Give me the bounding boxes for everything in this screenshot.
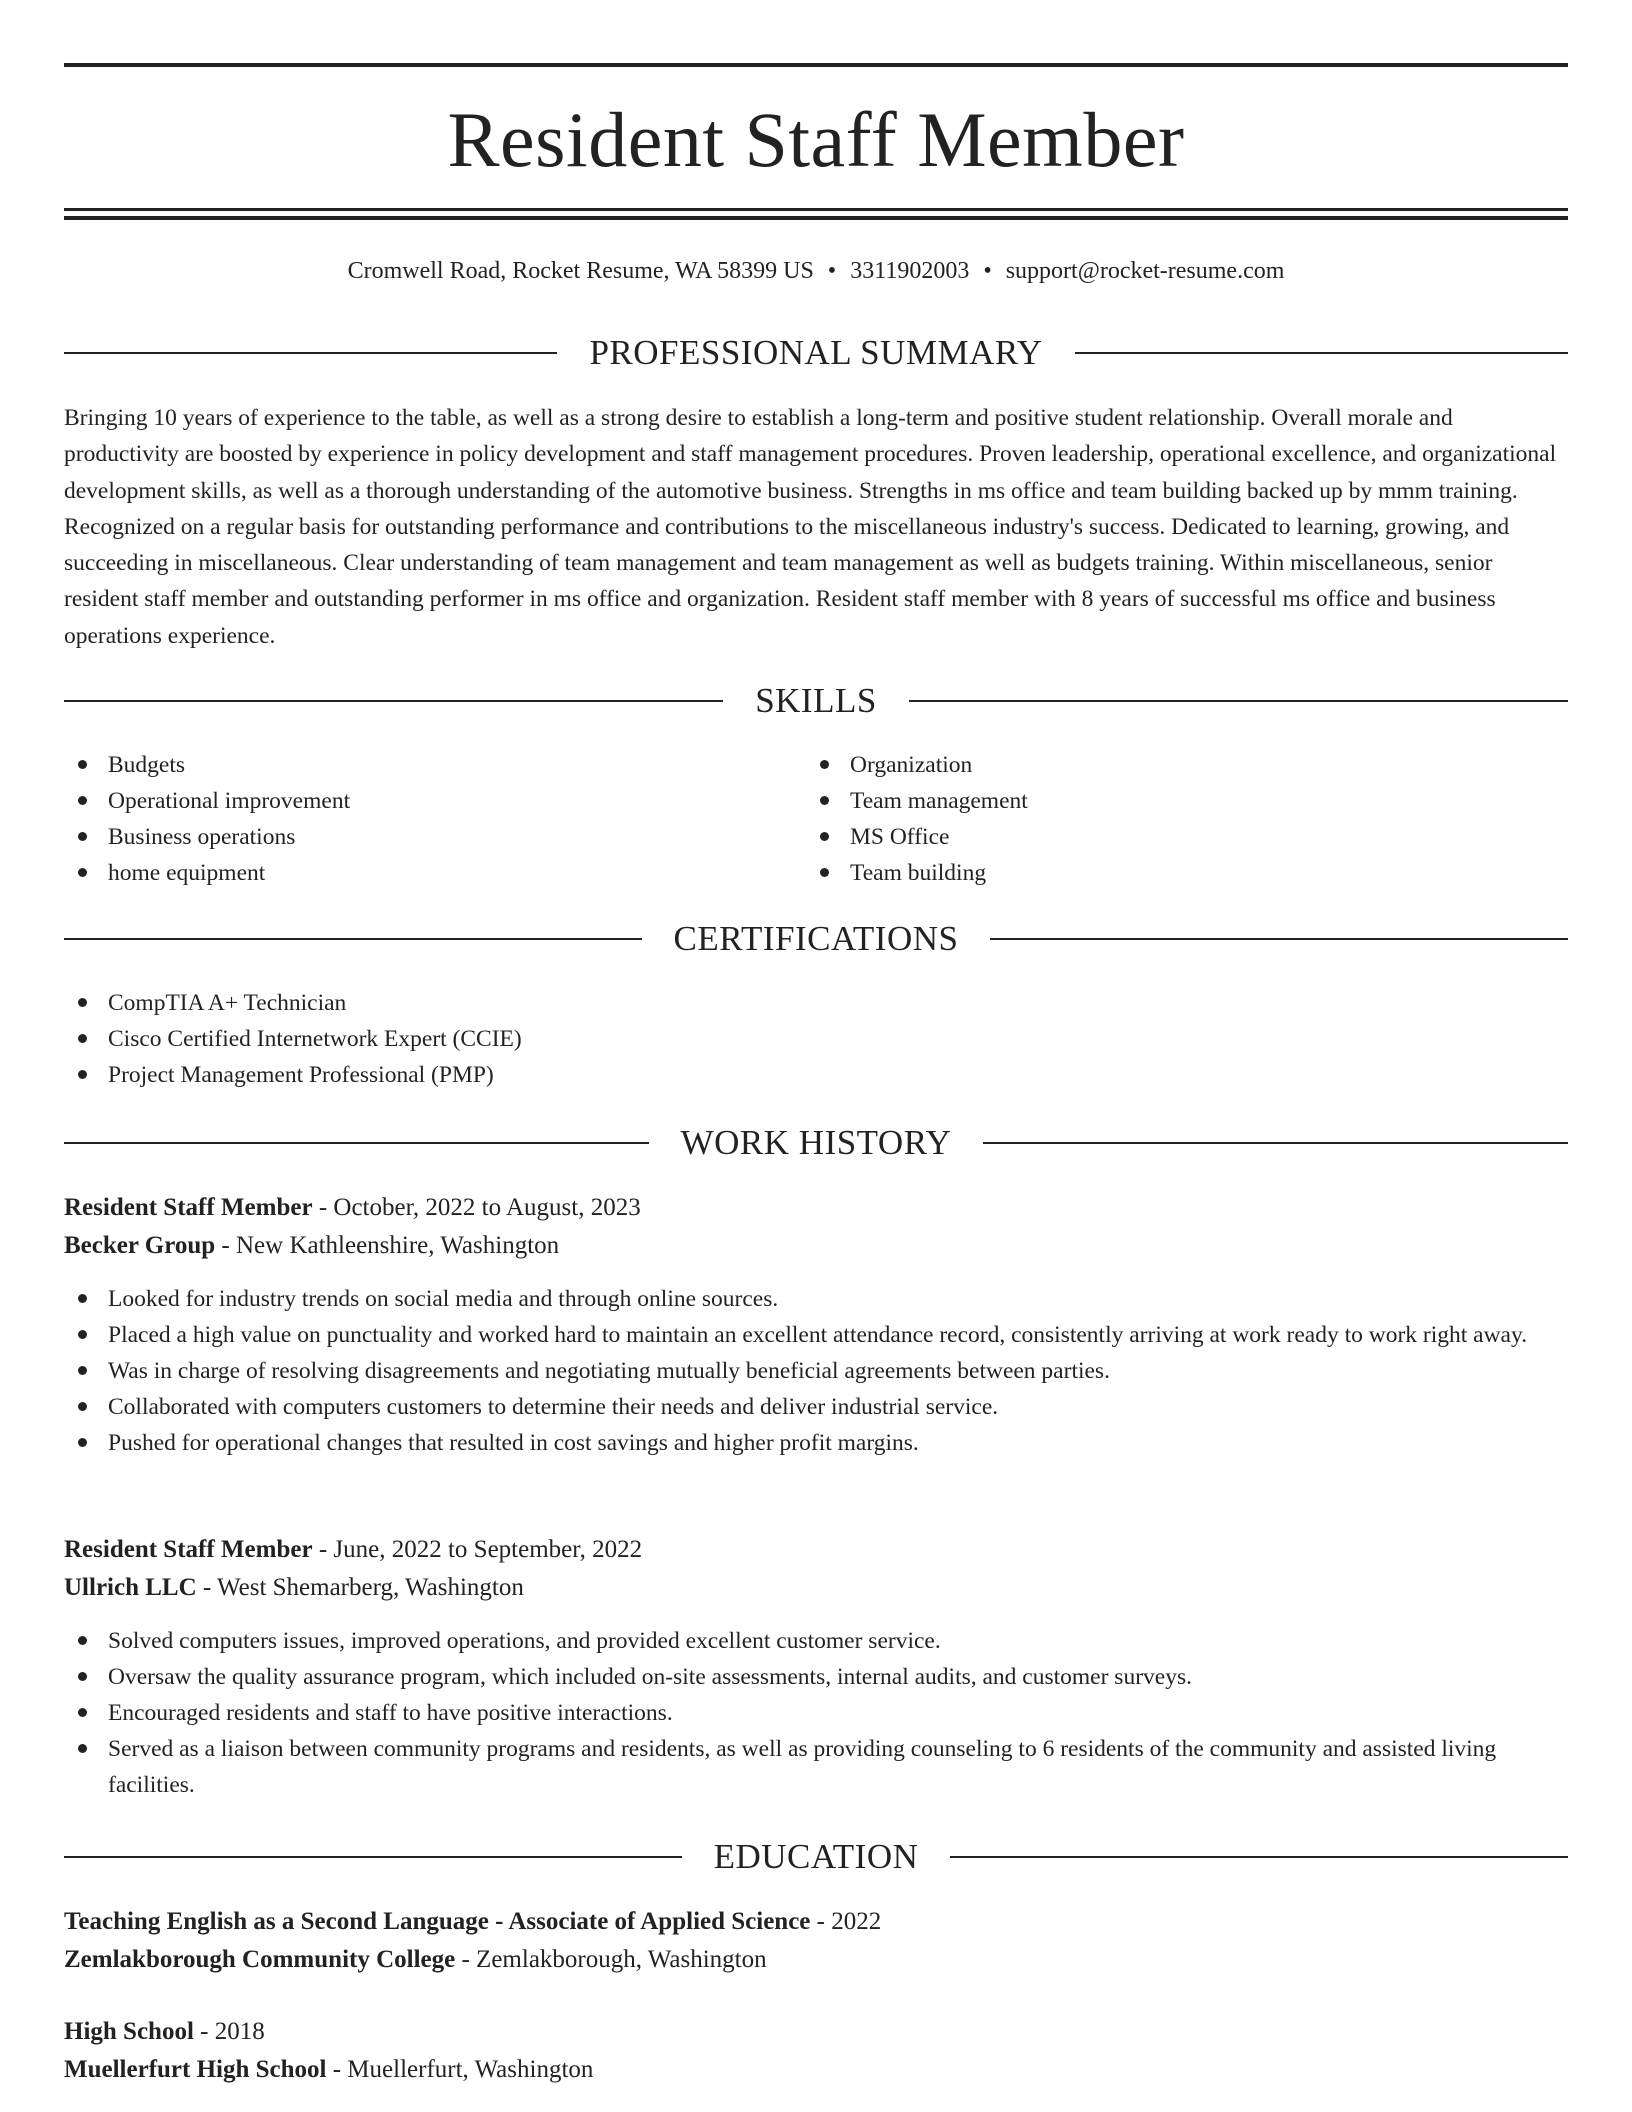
job-bullet	[64, 1659, 1568, 1695]
job-dates: - October, 2022 to August, 2023	[312, 1194, 641, 1221]
job-bullet	[64, 1389, 1568, 1425]
skill-label: Team building	[850, 860, 987, 886]
skill-item	[64, 855, 764, 891]
contact-line	[64, 254, 1568, 288]
job-entry	[64, 1189, 1568, 1461]
education-school-line	[64, 1941, 1568, 1979]
summary-text: Bringing 10 years of experience to the table, as well as a strong desire to establish a long-term and positive student relationship. Overall morale and productivity are boosted by experience in policy development and staff management procedures. Proven leadership, operational excellence, and organizational development skills, as well as a thorough understanding of the automotive business. Strengths in ms office and team building backed up by mmm training. Recognized on a regular basis for outstanding performance and contributions to the miscellaneous industry's success. Dedicated to learning, growing, and succeeding in miscellaneous. Clear understanding of team management and team management as well as budgets training. Within miscellaneous, senior resident staff member and outstanding performer in ms office and organization. Resident staff member with 8 years of successful ms office and business operations experience.	[64, 405, 1557, 649]
bullet-dot	[820, 868, 829, 877]
section-heading-work-history	[64, 1121, 1568, 1165]
section-heading-skills	[64, 679, 1568, 723]
skill-label: home equipment	[108, 860, 266, 886]
job-bullet	[64, 1353, 1568, 1389]
certification-label: CompTIA A+ Technician	[108, 990, 347, 1016]
job-title-line	[64, 1189, 1568, 1227]
heading-rule-left	[64, 1856, 682, 1858]
section-title: CERTIFICATIONS	[673, 919, 959, 958]
contact-address: Cromwell Road, Rocket Resume, WA 58399 US	[347, 258, 814, 284]
top-rule	[64, 63, 1568, 67]
skills-column-right	[806, 747, 1506, 891]
skill-item	[64, 783, 764, 819]
heading-rule-left	[64, 1142, 649, 1144]
bullet-dot	[78, 1708, 87, 1717]
education-school: Zemlakborough Community College	[64, 1946, 456, 1973]
contact-separator: •	[827, 258, 837, 284]
job-bullet-text: Encouraged residents and staff to have positive interactions.	[108, 1700, 673, 1726]
skill-label: Organization	[850, 752, 973, 778]
heading-rule-right	[1075, 352, 1568, 354]
skills-column-left	[64, 747, 764, 891]
certification-label: Project Management Professional (PMP)	[108, 1062, 494, 1088]
job-location: - West Shemarberg, Washington	[196, 1574, 524, 1601]
contact-email: support@rocket-resume.com	[1005, 258, 1285, 284]
resume-name: Resident Staff Member	[447, 96, 1185, 183]
job-title-line	[64, 1531, 1568, 1569]
job-bullet	[64, 1425, 1568, 1461]
job-title: Resident Staff Member	[64, 1536, 313, 1563]
job-entry	[64, 1531, 1568, 1803]
job-company-line	[64, 1569, 1568, 1607]
job-bullet	[64, 1731, 1568, 1803]
job-bullet-text: Oversaw the quality assurance program, which included on-site assessments, internal audits, and customer surveys.	[108, 1664, 1192, 1690]
bullet-dot	[820, 760, 829, 769]
contact-phone: 3311902003	[850, 258, 970, 284]
certification-item	[64, 1057, 1568, 1093]
job-bullet	[64, 1281, 1568, 1317]
skill-label: Business operations	[108, 824, 296, 850]
heading-rule-right	[909, 700, 1568, 702]
bullet-dot	[78, 796, 87, 805]
education-location: - Zemlakborough, Washington	[455, 1946, 767, 1973]
bullet-dot	[78, 760, 87, 769]
section-title: EDUCATION	[713, 1837, 919, 1876]
contact-separator: •	[983, 258, 992, 284]
job-bullet	[64, 1695, 1568, 1731]
job-title: Resident Staff Member	[64, 1194, 313, 1221]
education-school-line	[64, 2051, 1568, 2089]
bullet-dot	[78, 1744, 87, 1753]
job-bullet-text: Pushed for operational changes that resulted in cost savings and higher profit margins.	[108, 1430, 919, 1456]
heading-rule-left	[64, 700, 723, 702]
bullet-dot	[78, 1438, 87, 1447]
skill-item	[806, 855, 1506, 891]
certifications-list	[64, 985, 1568, 1093]
heading-rule-right	[950, 1856, 1568, 1858]
job-bullet-text: Placed a high value on punctuality and worked hard to maintain an excellent attendance record, consistently arriving at work ready to work right away.	[108, 1322, 1528, 1348]
skill-item	[806, 819, 1506, 855]
education-entry	[64, 2013, 1568, 2089]
skill-label: MS Office	[850, 824, 950, 850]
bullet-dot	[78, 832, 87, 841]
education-degree-line	[64, 1903, 1568, 1941]
job-bullet-text: Solved computers issues, improved operations, and provided excellent customer service.	[108, 1628, 941, 1654]
bullet-dot	[78, 1330, 87, 1339]
skill-item	[806, 783, 1506, 819]
section-heading-certifications	[64, 917, 1568, 961]
education-entry	[64, 1903, 1568, 1979]
job-bullet-text: Looked for industry trends on social media and through online sources.	[108, 1286, 779, 1312]
skill-label: Team management	[850, 788, 1028, 814]
section-title: PROFESSIONAL SUMMARY	[589, 333, 1043, 372]
education-degree: High School	[64, 2018, 194, 2045]
heading-rule-right	[990, 938, 1568, 940]
certification-item	[64, 985, 1568, 1021]
section-title: SKILLS	[755, 681, 877, 720]
heading-rule-right	[983, 1142, 1568, 1144]
job-location: - New Kathleenshire, Washington	[215, 1232, 560, 1259]
certification-label: Cisco Certified Internetwork Expert (CCIE)	[108, 1026, 522, 1052]
job-company: Becker Group	[64, 1232, 216, 1259]
bullet-dot	[78, 998, 87, 1007]
job-bullet-text: Collaborated with computers customers to determine their needs and deliver industrial service.	[108, 1394, 999, 1420]
section-heading-summary	[64, 331, 1568, 375]
section-heading-education	[64, 1835, 1568, 1879]
header-rule-upper	[64, 208, 1568, 211]
skill-label: Budgets	[108, 752, 186, 778]
skill-item	[806, 747, 1506, 783]
skill-label: Operational improvement	[108, 788, 351, 814]
education-school: Muellerfurt High School	[64, 2056, 327, 2083]
education-year: - 2022	[810, 1908, 882, 1935]
job-bullets	[64, 1623, 1568, 1803]
header-rule-lower	[64, 216, 1568, 220]
bullet-dot	[78, 1366, 87, 1375]
job-bullet-text: Served as a liaison between community programs and residents, as well as providing counseling to 6 residents of the community and assisted living facilities.	[108, 1736, 1497, 1798]
job-bullet	[64, 1317, 1568, 1353]
job-company: Ullrich LLC	[64, 1574, 197, 1601]
bullet-dot	[78, 1034, 87, 1043]
job-bullet-text: Was in charge of resolving disagreements and negotiating mutually beneficial agreements between parties.	[108, 1358, 1110, 1384]
bullet-dot	[78, 1636, 87, 1645]
job-bullet	[64, 1623, 1568, 1659]
job-bullets	[64, 1281, 1568, 1461]
heading-rule-left	[64, 938, 642, 940]
bullet-dot	[78, 868, 87, 877]
bullet-dot	[78, 1294, 87, 1303]
certification-item	[64, 1021, 1568, 1057]
bullet-dot	[78, 1402, 87, 1411]
education-degree-line	[64, 2013, 1568, 2051]
heading-rule-left	[64, 352, 557, 354]
job-dates: - June, 2022 to September, 2022	[312, 1536, 643, 1563]
bullet-dot	[820, 796, 829, 805]
education-location: - Muellerfurt, Washington	[326, 2056, 594, 2083]
skill-item	[64, 819, 764, 855]
bullet-dot	[78, 1672, 87, 1681]
bullet-dot	[820, 832, 829, 841]
bullet-dot	[78, 1070, 87, 1079]
skill-item	[64, 747, 764, 783]
section-title: WORK HISTORY	[680, 1123, 952, 1162]
education-degree: Teaching English as a Second Language - Associate of Applied Science	[64, 1908, 811, 1935]
job-company-line	[64, 1227, 1568, 1265]
education-year: - 2018	[193, 2018, 265, 2045]
